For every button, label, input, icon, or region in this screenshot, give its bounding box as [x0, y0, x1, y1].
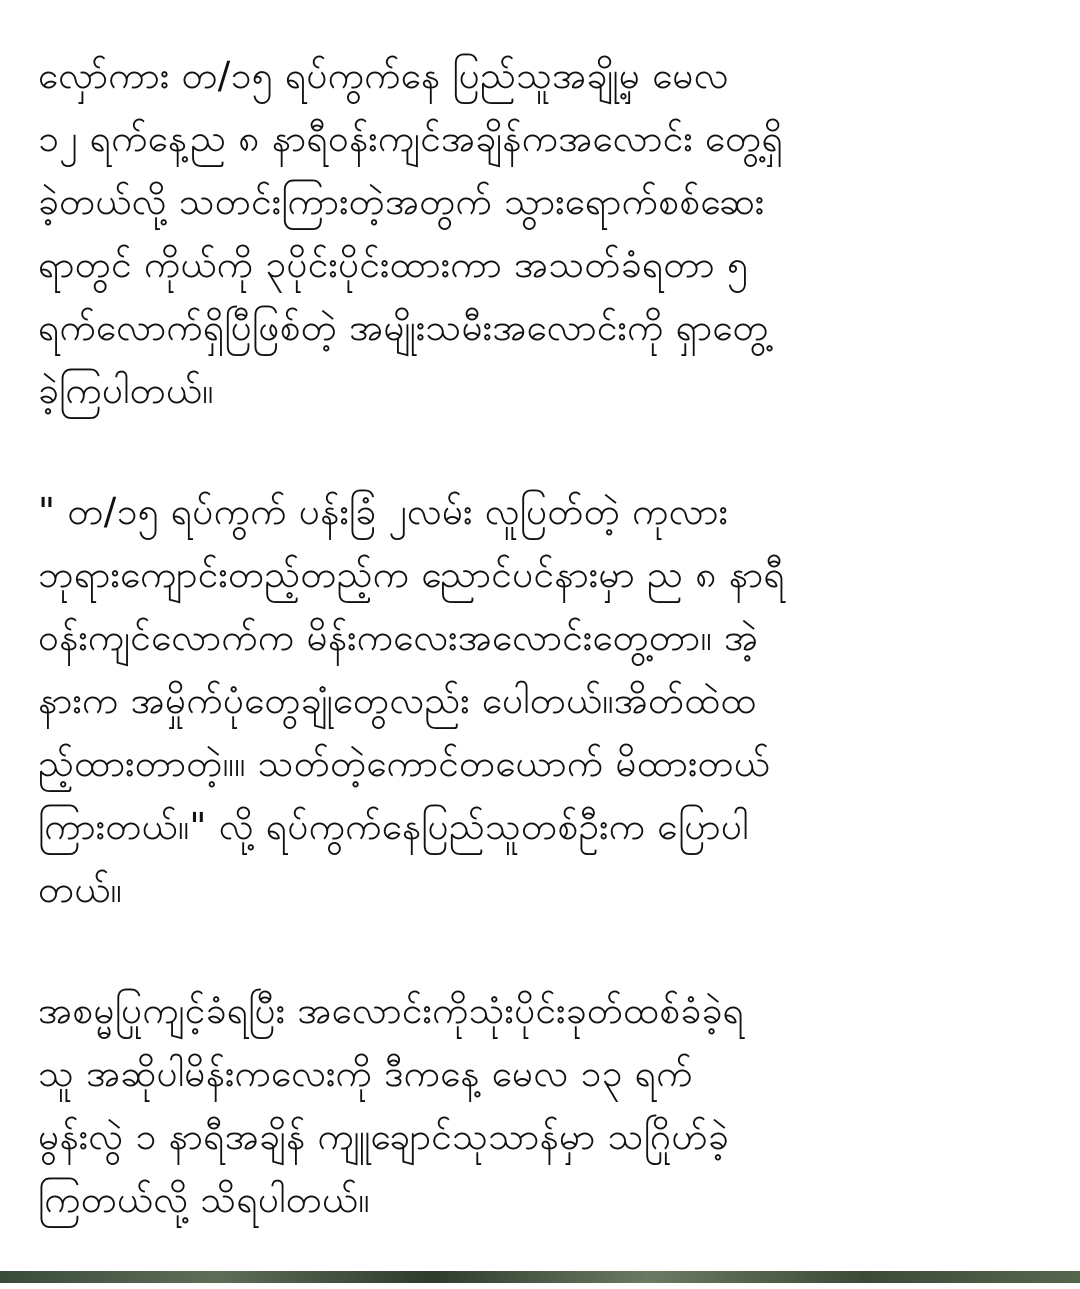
text-line: ဝန်းကျင်လောက်က မိန်းကလေးအလောင်းတွေ့တာ။ အဲ့ — [38, 616, 759, 659]
bottom-image-edge — [0, 1271, 1080, 1283]
text-line: မွန်းလွဲ ၁ နာရီအချိန် ကျူချောင်သုသာန်မှာ သဂြိုဟ်ခဲ့ — [38, 1115, 729, 1158]
text-line: " တ/၁၅ ရပ်ကွက် ပန်းခြံ ၂လမ်း လူပြတ်တဲ့ ကုလား — [38, 490, 729, 533]
text-line: နားက အမှိုက်ပုံတွေချုံတွေလည်း ပေါတယ်။အိတ်ထဲထ — [38, 679, 757, 722]
paragraph-2 — [38, 480, 1048, 921]
text-line: ခဲ့တယ်လို့ သတင်းကြားတဲ့အတွက် သွားရောက်စစ်ဆေး — [38, 180, 765, 223]
paragraph-1 — [38, 44, 1048, 422]
text-line: ဘုရားကျောင်းတည့်တည့်က ညောင်ပင်နားမှာ ည ၈ နာရီ — [38, 553, 785, 596]
text-line: ကြားတယ်။" လို့ ရပ်ကွက်နေပြည်သူတစ်ဦးက ပြောပါ — [38, 805, 749, 848]
text-line: ကြတယ်လို့ သိရပါတယ်။ — [38, 1178, 370, 1221]
text-line: ရာတွင် ကိုယ်ကို ၃ပိုင်းပိုင်းထားကာ အသတ်ခံရတာ ၅ — [38, 243, 749, 286]
text-line: အစမ္မပြုကျင့်ခံရပြီး အလောင်းကိုသုံးပိုင်းခုတ်ထစ်ခံခဲ့ရ — [38, 989, 745, 1032]
text-line: တယ်။ — [38, 868, 123, 911]
paragraph-3 — [38, 979, 1048, 1231]
text-line: ရက်လောက်ရှိပြီဖြစ်တဲ့ အမျိုးသမီးအလောင်းကို ရှာတွေ့ — [38, 306, 769, 349]
text-line: သူ အဆိုပါမိန်းကလေးကို ဒီကနေ့ မေလ ၁၃ ရက် — [38, 1052, 693, 1095]
text-line: ၁၂ ရက်နေ့ည ၈ နာရီဝန်းကျင်အချိန်ကအလောင်း တွေ့ရှိ — [38, 117, 784, 160]
article-body — [38, 44, 1048, 1289]
text-line: ည့်ထားတာတဲ့။။ သတ်တဲ့ကောင်တယောက် မိထားတယ် — [38, 742, 771, 785]
text-line: လှော်ကား တ/၁၅ ရပ်ကွက်နေ ပြည်သူအချို့မှ မေလ — [38, 54, 729, 97]
text-line: ခဲ့ကြပါတယ်။ — [38, 369, 214, 412]
